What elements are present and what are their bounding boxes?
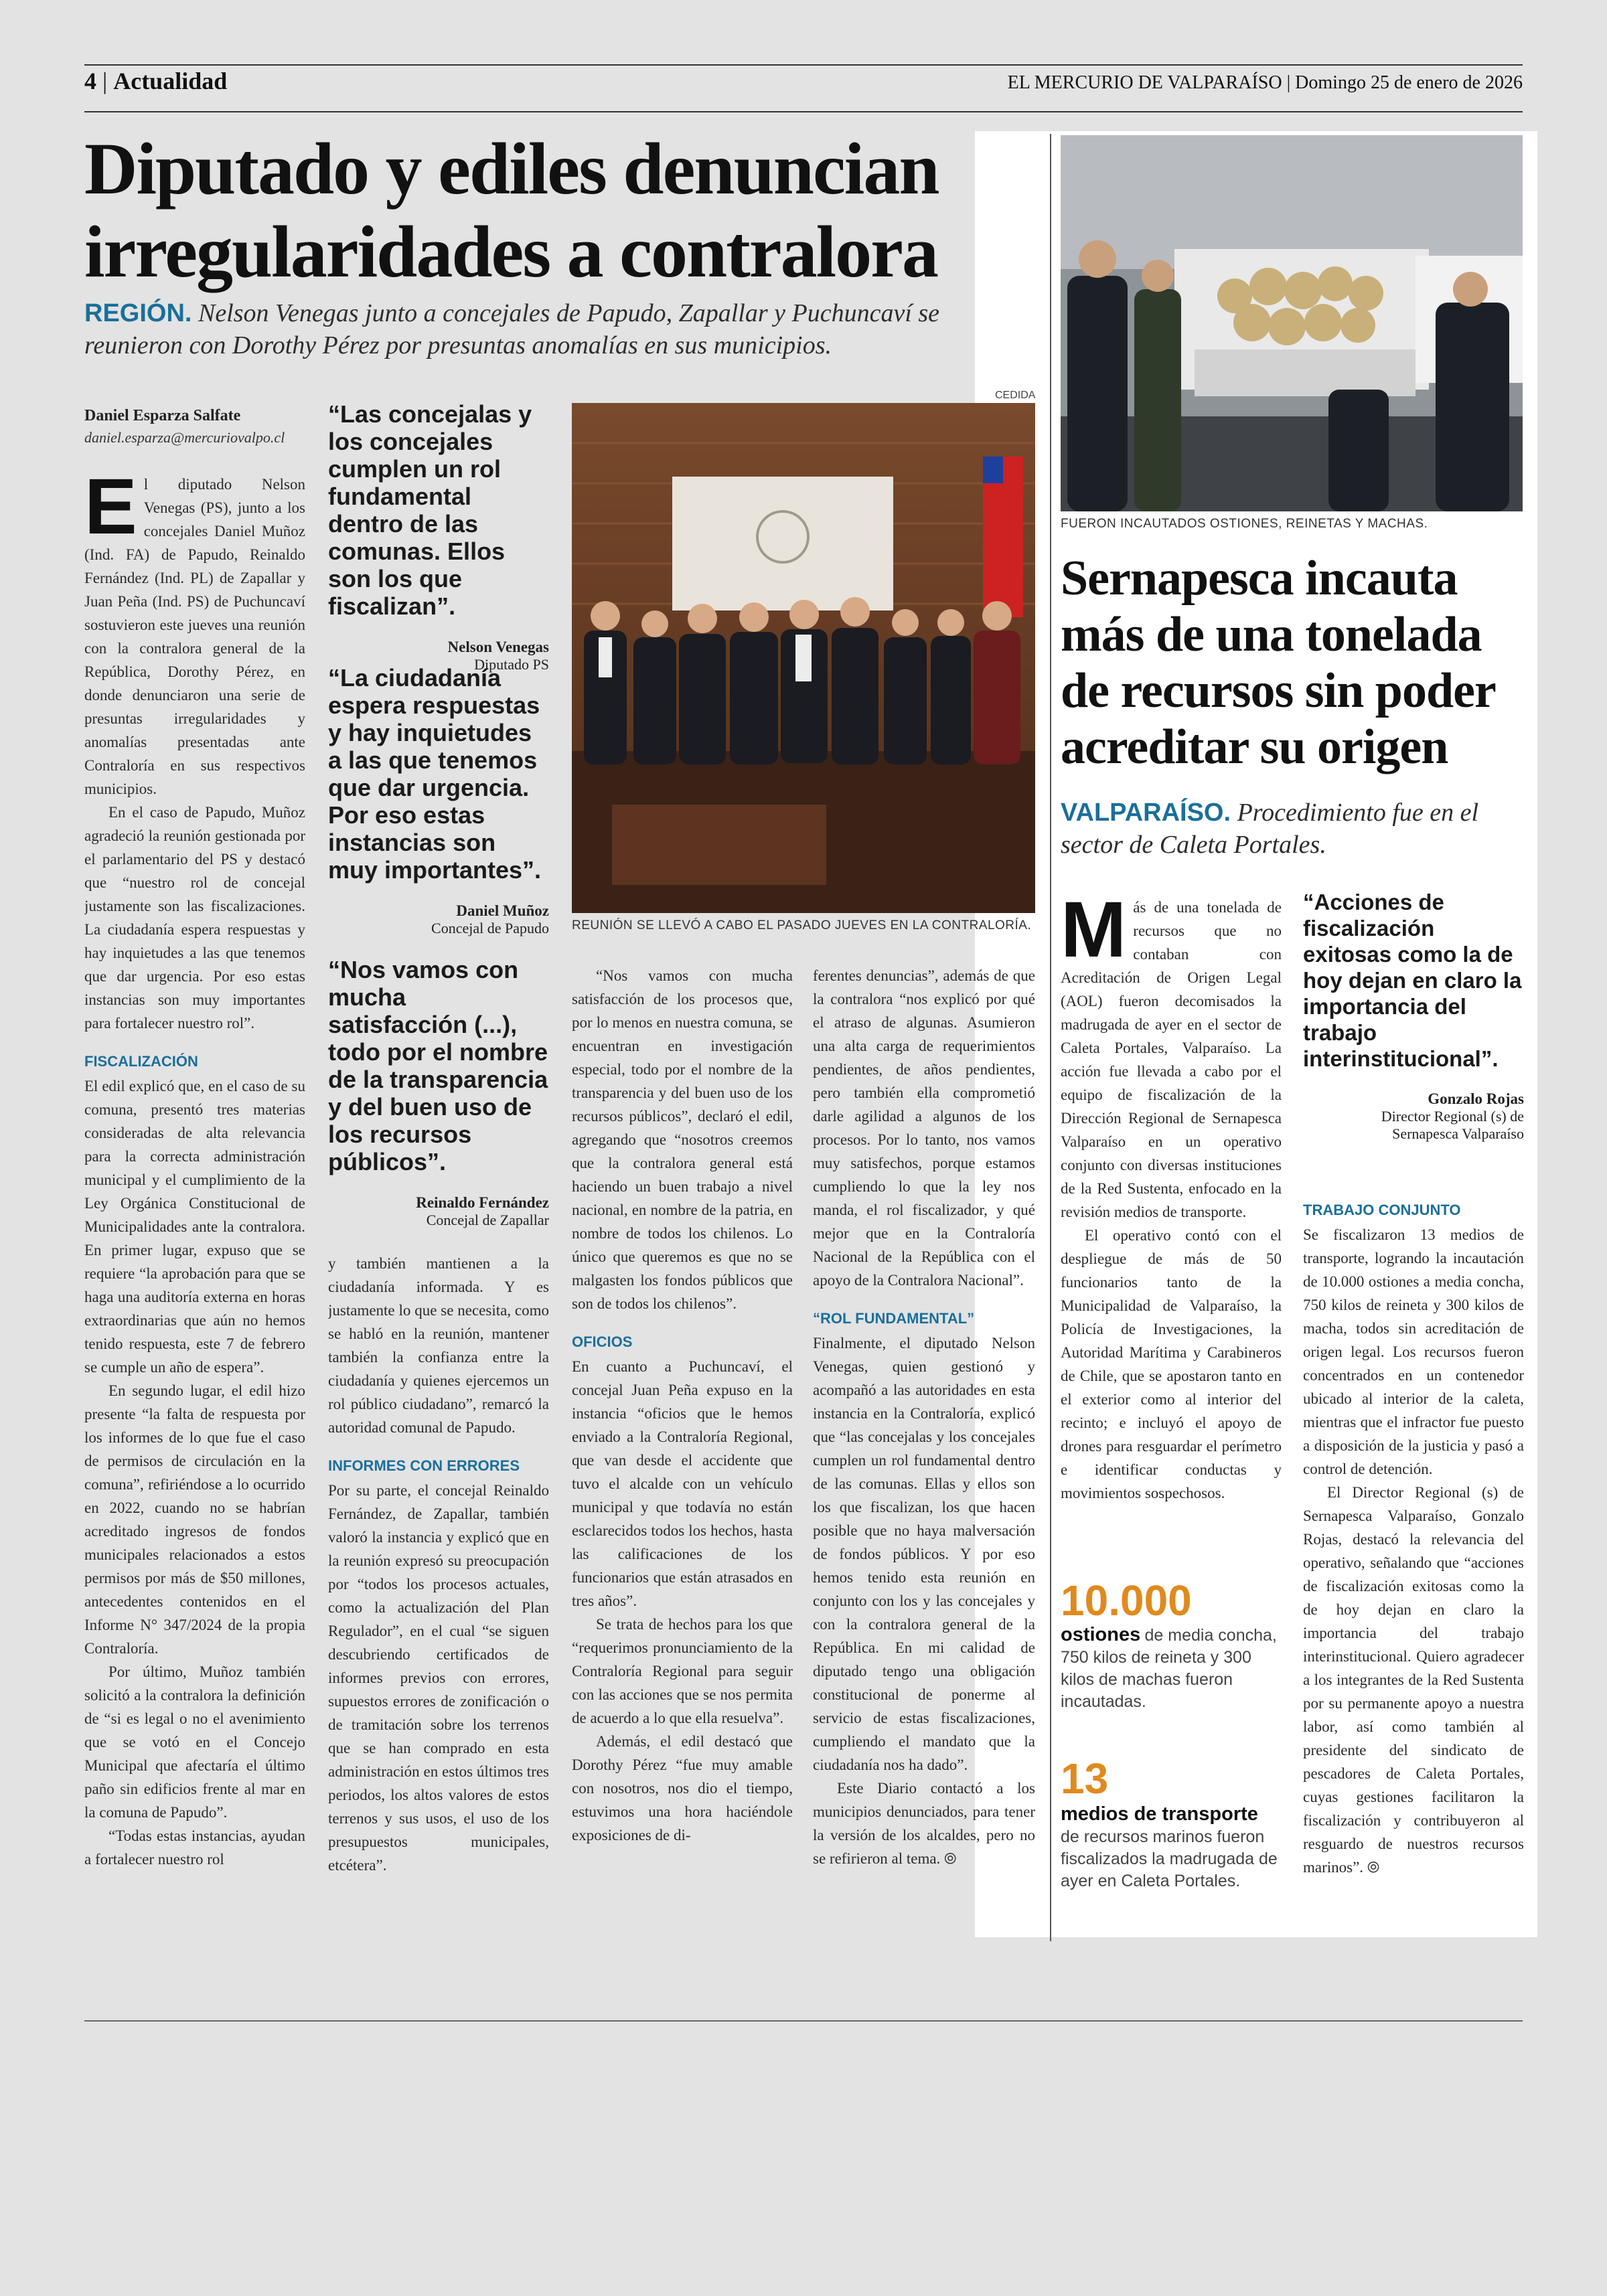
side-headline-line3: de recursos sin poder — [1061, 663, 1496, 718]
main-col1-p1-text: l diputado Nelson Venegas (PS), junto a los concejales Daniel Muñoz (Ind. FA) de Papudo, Reinaldo Fernández (Ind. PL) de Zapallar y Juan Peña (Ind. PS) de Puchuncaví sostuvieron este jueves una reunión con la contralora general de la República, Dorothy Pérez, en donde denunciaron una serie de presuntas irregularidades y anomalías presentadas ante Contraloría en sus respectivos municipios. — [84, 476, 305, 797]
header-bottom-rule — [84, 111, 1523, 112]
side-headline-line4: acreditar su origen — [1061, 720, 1448, 774]
stat-transporte-number: 13 — [1061, 1754, 1109, 1803]
main-col1-p4: En segundo lugar, el edil hizo presente “la falta de respuesta por los informes de lo que fue el caso de permisos de circulación en la comuna”, refiriéndose a lo ocurrido en 2022, cuando no se habrían acreditado ingresos de fondos municipales relacionados a estos permisos por más de $50 millones, antecedentes contenidos en el Informe N° 347/2024 de la propia Contraloría. — [84, 1382, 305, 1657]
main-column-2 — [328, 1252, 549, 1921]
quote-rojas-text: “Acciones de fiscalización exitosas como la de hoy dejan en claro la importancia del trabajo interinstitucional”. — [1303, 890, 1522, 1071]
subhead-trabajo-conjunto: TRABAJO CONJUNTO — [1303, 1202, 1461, 1218]
side-col2-p2 — [1303, 1481, 1524, 1880]
publication-name: EL MERCURIO DE VALPARAÍSO — [1007, 72, 1282, 93]
main-col2-p2: Por su parte, el concejal Reinaldo Fernández, de Zapallar, también valoró la instancia y explicó que en la reunión expresó su preocupación por “todos los procesos actuales, como la actualización del Plan Regulador”, en el cual “se siguen descubriendo certificados de informes previos con errores, supuestos errores de zonificación o de tramitación sobre los terrenos que se han comprado en esta administración en estos últimos tres periodos, los altos valores de estos terrenos y sus usos, el uso de los presupuestos municipales, etcétera”. — [328, 1482, 549, 1874]
meeting-photo — [572, 403, 1035, 913]
main-col4-p3 — [813, 1777, 1035, 1871]
main-dek-line2: reunieron con Dorothy Pérez por presuntas anomalías en sus municipios. — [84, 331, 832, 359]
subhead-rol-fundamental: “ROL FUNDAMENTAL” — [813, 1310, 975, 1327]
side-headline-line1: Sernapesca incauta — [1061, 551, 1458, 606]
publication-separator: | — [1286, 72, 1296, 93]
quote-venegas-role: Diputado PS — [474, 656, 549, 673]
quote-venegas — [328, 400, 549, 673]
quote-munoz-role: Concejal de Papudo — [431, 920, 549, 936]
main-headline-line2: irregularidades a contralora — [84, 211, 937, 293]
seizure-photo-caption: FUERON INCAUTADOS OSTIONES, REINETAS Y MACHAS. — [1061, 517, 1428, 531]
main-col4-p1: ferentes denuncias”, además de que la contralora “nos explicó por qué el atraso de algunas. Asumieron una alta carga de requerimientos pendientes, de años pendientes, pero también ella comprometió darle agilidad a algunos de los procesos. Por lo tanto, nos vamos muy satisfechos, porque estamos cumpliendo lo que la ley nos manda, el rol fiscalizador, y qué mejor que en la Contraloría Nacional de la República con el apoyo de la Contralora Nacional”. — [813, 967, 1035, 1289]
quote-munoz-text: “La ciudadanía espera respuestas y hay inquietudes a las que tenemos que dar urgencia. Por eso estas instancias son muy importantes”. — [328, 664, 542, 884]
subhead-fiscalizacion: FISCALIZACIÓN — [84, 1053, 198, 1070]
quote-munoz-name: Daniel Muñoz — [456, 902, 549, 919]
main-col1-p5: Por último, Muñoz también solicitó a la contralora la definición de “si es legal o no el avenimiento que se votó en el Concejo Municipal que afectaría el último paño sin edificios frente al mar en la comuna de Papudo”. — [84, 1663, 305, 1821]
main-col4-p2: Finalmente, el diputado Nelson Venegas, quien gestionó y acompañó a las autoridades en esta instancia en la Contraloría, explicó que “las concejalas y los concejales cumplen un rol fundamental dentro de las comunas. Ellas y ellos son los que fiscalizan, los que hacen posible que no haya malversación de fondos públicos. Y por eso hemos tenido esta reunión en conjunto con los y las concejales y con la contralora general de la República. En mi calidad de diputado tengo una obligación constitucional de ponerme al servicio de estas fiscalizaciones, cumpliendo el mandato que la ciudadanía nos ha dado”. — [813, 1335, 1035, 1773]
stat-transporte — [1061, 1755, 1288, 1892]
side-column-1 — [1061, 896, 1282, 1565]
byline — [84, 407, 312, 446]
subhead-oficios: OFICIOS — [572, 1333, 633, 1350]
publication-info — [1008, 72, 1523, 94]
quote-fernandez-text: “Nos vamos con mucha satisfacción (...), todo por el nombre de la transparencia y del buen uso de los recursos públicos”. — [328, 956, 548, 1175]
side-kicker: VALPARAÍSO. — [1061, 799, 1231, 827]
main-col1-p6: “Todas estas instancias, ayudan a fortalecer nuestro rol — [84, 1827, 305, 1868]
stat-ostiones-desc: de media concha, 750 kilos de reineta y 300 kilos de machas fueron incautadas. — [1061, 1626, 1277, 1711]
stat-ostiones-text — [1061, 1624, 1288, 1713]
subhead-informes-con-errores: INFORMES CON ERRORES — [328, 1457, 520, 1474]
main-column-3 — [572, 964, 793, 1914]
main-dek — [84, 297, 1022, 361]
seizure-photo — [1061, 135, 1523, 511]
main-headline — [84, 127, 968, 293]
side-col1-p1-text: ás de una tonelada de recursos que no contaban con Acreditación de Origen Legal (AOL) fueron decomisados la madrugada de ayer en el sector de Caleta Portales, Valparaíso. La acción fue llevada a cabo por el equipo de fiscalización de la Dirección Regional de Sernapesca Valparaíso en un operativo conjunto con diversas instituciones de la Red Sustenta, enfocado en la revisión medios de transporte. — [1061, 899, 1282, 1220]
main-column-1 — [84, 473, 305, 1912]
side-dek — [1061, 797, 1529, 861]
quote-venegas-text: “Las concejalas y los concejales cumplen un rol fundamental dentro de las comunas. Ellos son los que fiscalizan”. — [328, 400, 532, 620]
side-dek-line2: sector de Caleta Portales. — [1061, 831, 1326, 859]
main-col4-p3-text: Este Diario contactó a los municipios denunciados, para tener la versión de los alcaldes, pero no se refirieron al tema. — [813, 1780, 1035, 1867]
main-col1-p2: En el caso de Papudo, Muñoz agradeció la reunión gestionada por el parlamentario del PS y destacó que “nuestro rol de concejal justamente son las fiscalizaciones. La ciudadanía espera respuestas y hay inquietudes a las que tenemos que dar urgencia. Por eso estas instancias son muy importantes para fortalecer nuestro rol”. — [84, 804, 305, 1032]
main-col3-p2: En cuanto a Puchuncaví, el concejal Juan Peña expuso en la instancia “oficios que le hemos enviado a la Contraloría Regional, que van desde el accidente que tuvo el alcalde con un vehículo municipal y que todavía no están esclarecidos todos los hechos, hasta las calificaciones de los funcionarios que están atrasados en tres años”. — [572, 1358, 793, 1609]
byline-name: Daniel Esparza Salfate — [84, 407, 241, 424]
main-col1-p1 — [84, 473, 305, 801]
main-col3-p1: “Nos vamos con mucha satisfacción de los procesos que, por lo menos en nuestra comuna, se encuentran en investigación especial, todo por el nombre de la transparencia y del buen uso de los recursos públicos”, declaró el edil, agregando que “nosotros creemos que la contralora general está haciendo un buen trabajo a nivel nacional, en nombre de la patria, en nombre de todos los chilenos. Lo único que queremos es que no se malgasten los fondos públicos que son de todos los chilenos”. — [572, 967, 793, 1312]
main-col3-p3: Se trata de hechos para los que “requerimos pronunciamiento de la Contraloría Regional para seguir con las acciones que se nos permita de acuerdo a lo que ella resuelva”. — [572, 1616, 793, 1726]
side-col2-p1: Se fiscalizaron 13 medios de transporte, logrando la incautación de 10.000 ostiones a media concha, 750 kilos de reineta y 300 kilos de macha, todos sin acreditación de origen legal. Los recursos fueron concentrados en un contenedor ubicado al interior de la caleta, mientras que el infractor fue puesto a disposición de la justicia y pasó a control de detención. — [1303, 1226, 1524, 1477]
page-section-label — [84, 67, 227, 95]
side-end-mark-icon: ⦾ — [1367, 1859, 1380, 1876]
side-headline — [1061, 550, 1529, 775]
page-bottom-rule — [84, 2020, 1523, 2022]
quote-rojas-role-line2: Sernapesca Valparaíso — [1392, 1125, 1524, 1142]
section-separator: | — [102, 68, 114, 94]
quote-venegas-name: Nelson Venegas — [447, 639, 549, 655]
quote-fernandez — [328, 956, 549, 1229]
side-dropcap: M — [1061, 896, 1127, 974]
stat-ostiones-number: 10.000 — [1061, 1576, 1192, 1625]
stat-ostiones-unit: ostiones — [1061, 1624, 1141, 1645]
publication-date: Domingo 25 de enero de 2026 — [1295, 72, 1523, 93]
byline-email: daniel.esparza@mercuriovalpo.cl — [84, 429, 285, 446]
side-col1-p1 — [1061, 896, 1282, 1224]
main-col2-p1: y también mantienen a la ciudadanía informada. Y es justamente lo que se necesita, como se habló en la reunión, mantener también la confianza entre la ciudadanía y quienes ejercemos un rol público ciudadano”, remarcó la autoridad comunal de Papudo. — [328, 1255, 549, 1436]
stat-transporte-unit: medios de transporte — [1061, 1803, 1258, 1825]
main-headline-line1: Diputado y ediles denuncian — [84, 128, 939, 210]
quote-fernandez-role: Concejal de Zapallar — [426, 1212, 549, 1228]
main-kicker: REGIÓN. — [84, 299, 192, 327]
stat-ostiones — [1061, 1577, 1288, 1713]
main-dek-line1: Nelson Venegas junto a concejales de Papudo, Zapallar y Puchuncaví se — [198, 299, 940, 327]
end-mark-icon: ⦾ — [944, 1850, 957, 1868]
quote-fernandez-name: Reinaldo Fernández — [416, 1194, 549, 1211]
stat-transporte-desc: de recursos marinos fueron fiscalizados la madrugada de ayer en Caleta Portales. — [1061, 1827, 1278, 1890]
main-col3-p4: Además, el edil destacó que Dorothy Pérez “fue muy amable con nosotros, nos dio el tiempo, estuvimos una hora haciéndole exposiciones de di- — [572, 1733, 793, 1843]
side-col1-p2: El operativo contó con el despliegue de más de 50 funcionarios tanto de la Municipalidad de Valparaíso, la Policía de Investigaciones, la Autoridad Marítima y Carabineros de Chile, que se apostaron tanto en el exterior como al interior del recinto; e incluyó el apoyo de drones para resguardar el perímetro e identificar conductas y movimientos sospechosos. — [1061, 1227, 1282, 1501]
side-col2-p2-text: El Director Regional (s) de Sernapesca Valparaíso, Gonzalo Rojas, destacó la relevancia del operativo, señalando que “acciones de fiscalización exitosas como la de hoy dejan en claro la importancia del trabajo interinstitucional. Quiero agradecer a los integrantes de la Red Sustenta por su permanente apoyo a nuestra labor, así como también al presidente del sindicato de pescadores de Caleta Portales, cuyas gestiones facilitaron la fiscalización y contribuyeron al resguardo de nuestros recursos marinos”. — [1303, 1484, 1524, 1876]
side-column-2 — [1303, 1198, 1524, 1921]
section-name: Actualidad — [113, 68, 228, 94]
photo-credit: CEDIDA — [995, 390, 1036, 401]
main-col1-p3: El edil explicó que, en el caso de su comuna, presentó tres materias consideradas de alta relevancia para la correcta administración municipal y el cumplimiento de la Ley Orgánica Constitucional de Municipalidades ante la contralora. En primer lugar, expuso que se requiere “la aprobación para que se haga una auditoría externa en horas extraordinarias que aún no hemos tenido respuesta, este 7 de febrero se cumple un año de espera”. — [84, 1078, 305, 1376]
side-dek-line1: Procedimiento fue en el — [1237, 799, 1479, 827]
header-top-rule — [84, 64, 1523, 66]
meeting-photo-caption: REUNIÓN SE LLEVÓ A CABO EL PASADO JUEVES EN LA CONTRALORÍA. — [572, 918, 1032, 932]
page-number: 4 — [84, 68, 96, 94]
quote-rojas-name: Gonzalo Rojas — [1428, 1090, 1524, 1107]
main-dropcap: E — [84, 473, 137, 551]
quote-rojas-role-line1: Director Regional (s) de — [1381, 1108, 1524, 1125]
quote-rojas — [1303, 889, 1524, 1143]
story-divider — [1050, 134, 1051, 1941]
side-headline-line2: más de una tonelada — [1061, 607, 1482, 662]
main-column-4 — [813, 964, 1035, 1914]
quote-munoz — [328, 664, 549, 937]
